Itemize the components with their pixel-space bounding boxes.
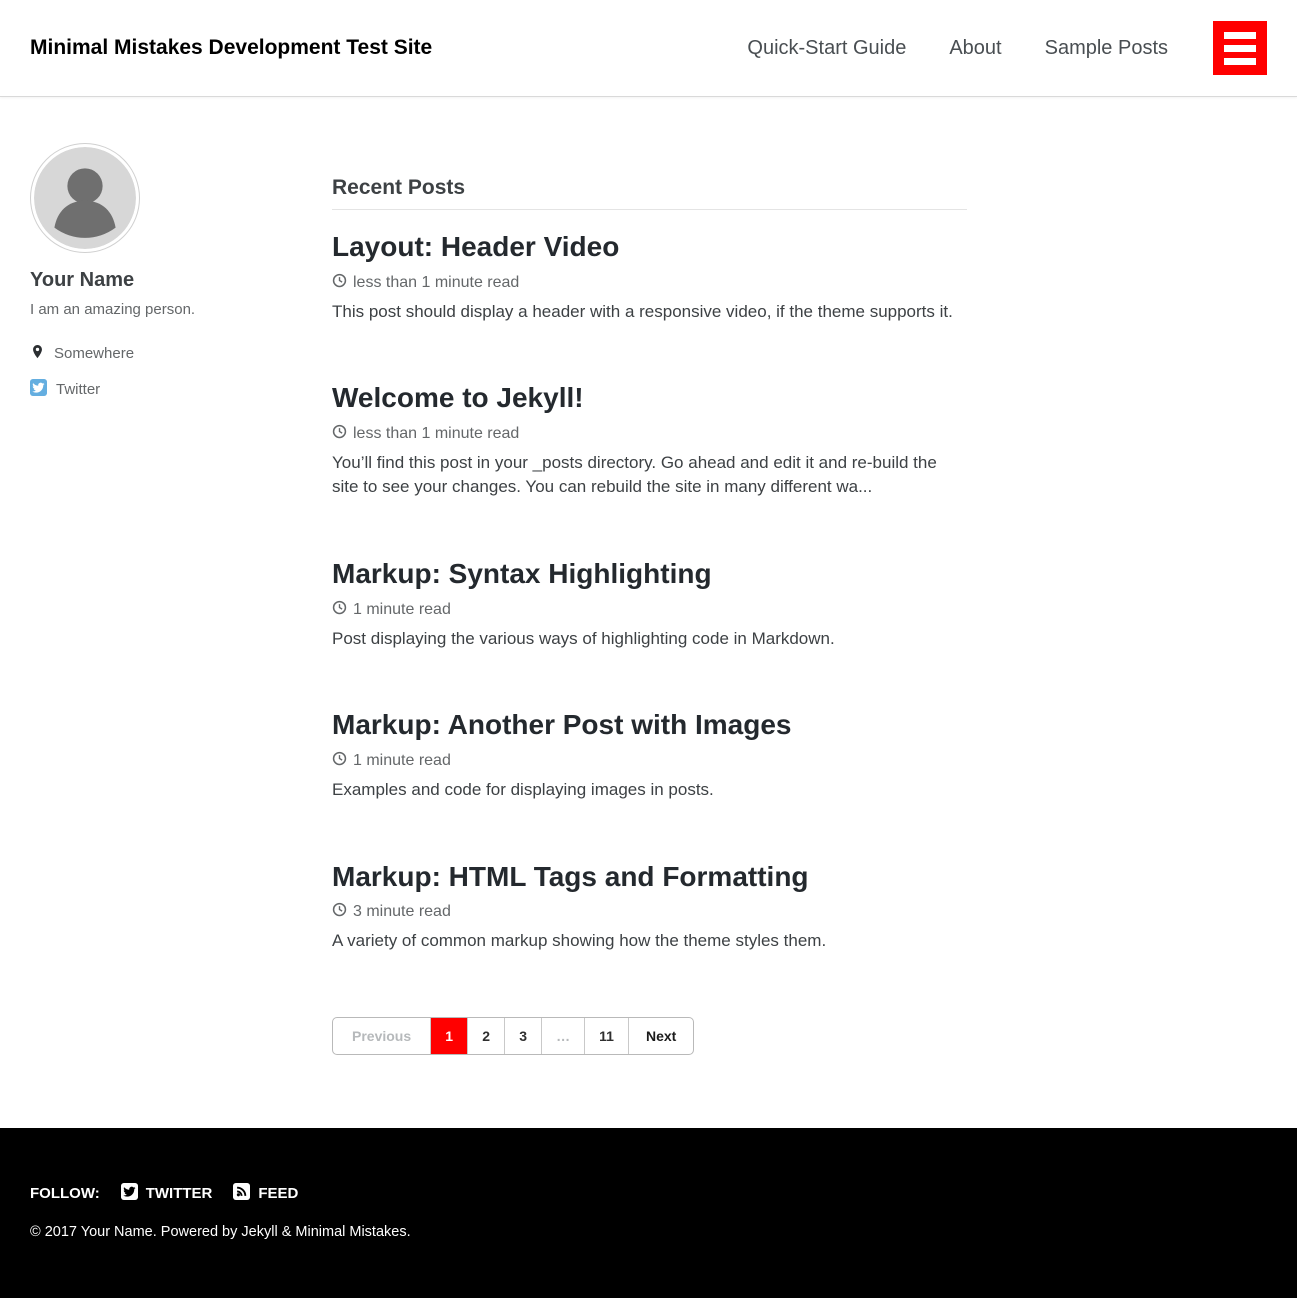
clock-icon (332, 424, 347, 444)
page-title: Recent Posts (332, 176, 967, 210)
rss-square-icon (233, 1183, 250, 1204)
avatar (30, 143, 140, 253)
clock-icon (332, 751, 347, 771)
post-title-link[interactable]: Welcome to Jekyll! (332, 382, 584, 414)
post-read-time: less than 1 minute read (353, 273, 520, 291)
author-location (30, 343, 302, 364)
post-title-link[interactable]: Markup: Syntax Highlighting (332, 558, 712, 590)
primary-nav (747, 21, 1267, 75)
post-item (332, 860, 967, 954)
copyright-suffix: . (406, 1224, 411, 1240)
post-item (332, 557, 967, 651)
author-links (30, 343, 302, 400)
post-excerpt: Examples and code for displaying images in posts. (332, 779, 714, 799)
post-title-link[interactable]: Markup: Another Post with Images (332, 709, 792, 741)
author-location-label: Somewhere (54, 345, 135, 362)
pagination (332, 1017, 694, 1055)
menu-toggle-button[interactable] (1213, 21, 1267, 75)
pagination-next[interactable]: Next (628, 1018, 693, 1054)
post-title-link[interactable]: Markup: HTML Tags and Formatting (332, 860, 809, 892)
twitter-square-icon (121, 1183, 138, 1204)
clock-icon (332, 902, 347, 922)
jekyll-link[interactable]: Jekyll (241, 1224, 278, 1240)
person-silhouette-icon (34, 147, 136, 249)
pagination-page-1[interactable]: 1 (430, 1018, 467, 1054)
map-pin-icon (30, 343, 45, 364)
nav-about[interactable]: About (949, 36, 1002, 59)
post-excerpt: Post displaying the various ways of highlighting code in Markdown. (332, 628, 835, 648)
author-sidebar (30, 143, 332, 1055)
author-bio: I am an amazing person. (30, 301, 196, 318)
post-read-time: 3 minute read (353, 903, 451, 921)
clock-icon (332, 600, 347, 620)
footer-feed-link[interactable] (233, 1183, 298, 1204)
post-excerpt: A variety of common markup showing how the theme styles them. (332, 931, 827, 951)
follow-row (30, 1183, 1267, 1204)
nav-sample-posts[interactable]: Sample Posts (1044, 36, 1168, 59)
post-excerpt: You’ll find this post in your _posts directory. Go ahead and edit it and re-build the site to see your changes. You can rebuild the site in many different wa... (332, 452, 937, 497)
site-title[interactable]: Minimal Mistakes Development Test Site (30, 36, 433, 59)
masthead (0, 0, 1297, 97)
copyright-separator: & (277, 1224, 296, 1240)
pagination-page-2[interactable]: 2 (467, 1018, 504, 1054)
twitter-icon (30, 379, 47, 400)
pagination-previous: Previous (352, 1027, 412, 1044)
post-excerpt: This post should display a header with a responsive video, if the theme supports it. (332, 301, 953, 321)
main-content (332, 143, 967, 1055)
copyright-text: © 2017 Your Name. Powered by (30, 1224, 242, 1240)
pagination-page-11[interactable]: 11 (584, 1018, 628, 1054)
footer-twitter-link[interactable] (121, 1183, 213, 1204)
post-item (332, 230, 967, 324)
site-footer (0, 1128, 1297, 1298)
post-item (332, 381, 967, 500)
author-twitter-link[interactable] (30, 379, 100, 400)
author-twitter-label: Twitter (56, 381, 101, 398)
post-read-time: less than 1 minute read (353, 424, 520, 442)
follow-label: FOLLOW: (30, 1185, 100, 1202)
minimal-mistakes-link[interactable]: Minimal Mistakes (295, 1224, 407, 1240)
pagination-page-3[interactable]: 3 (504, 1018, 541, 1054)
post-title-link[interactable]: Layout: Header Video (332, 231, 620, 262)
nav-quick-start-guide[interactable]: Quick-Start Guide (747, 36, 907, 59)
post-item (332, 708, 967, 802)
footer-twitter-label: TWITTER (145, 1185, 213, 1202)
author-name: Your Name (30, 269, 135, 291)
pagination-ellipsis: … (541, 1018, 584, 1054)
post-read-time: 1 minute read (353, 751, 451, 769)
post-read-time: 1 minute read (353, 600, 451, 618)
clock-icon (332, 273, 347, 293)
footer-feed-label: FEED (258, 1185, 299, 1202)
content-wrapper (0, 97, 1297, 1055)
copyright (30, 1224, 1267, 1240)
